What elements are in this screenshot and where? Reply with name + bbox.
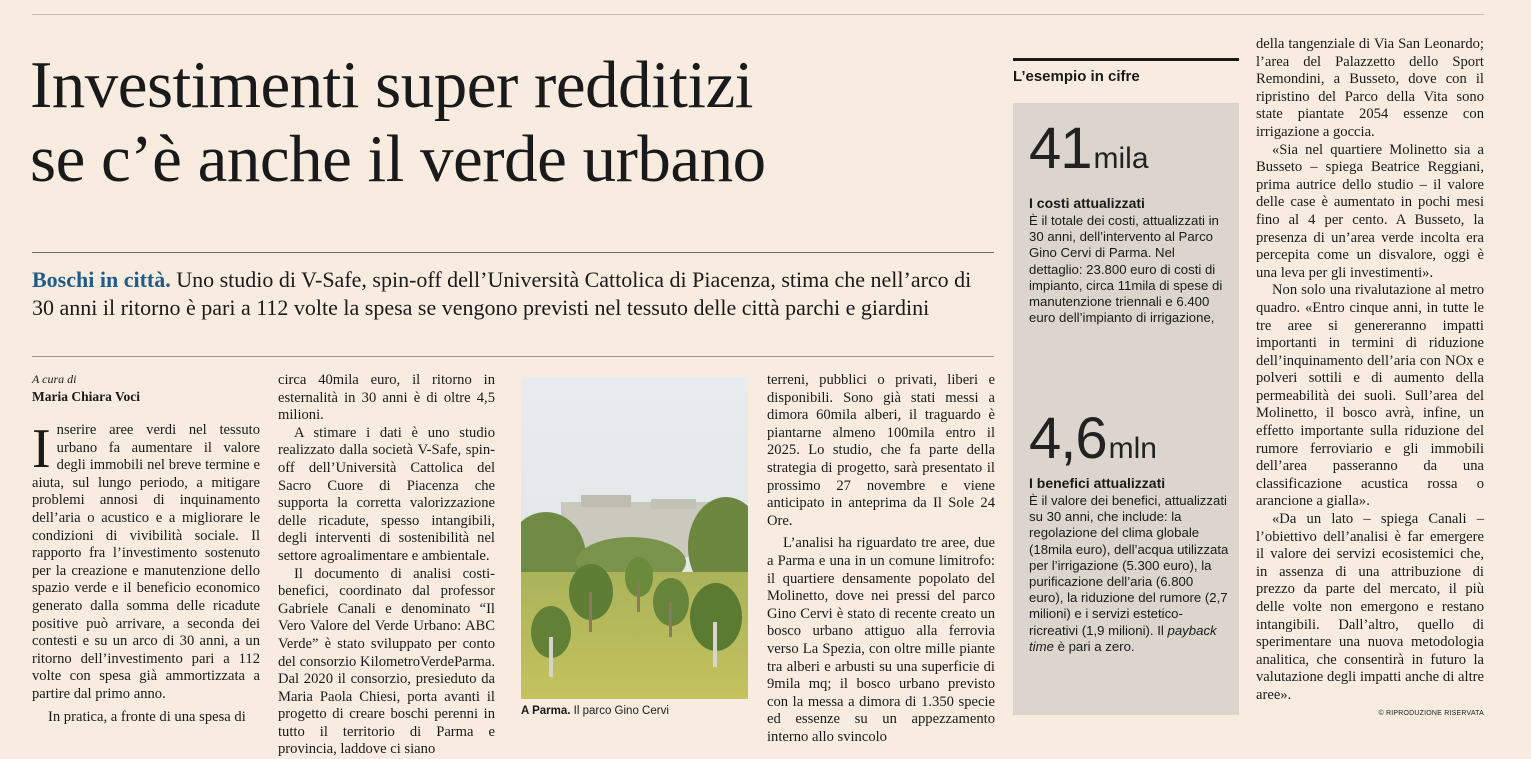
figure-2 bbox=[1029, 405, 1157, 472]
photo-caption bbox=[521, 705, 761, 717]
figure-2-text-main: È il valore dei benefici, attualizzati su 30 anni, che include: la regolazione del clima globale (18mila euro), dell’acqua utilizzata per l’irrigazione (5.300 euro), la purificazione dell’aria (6.800 euro), la riduzione del rumore (2,7 milioni) e i servizi estetico-ricreativi (1,9 milioni). Il bbox=[1029, 493, 1229, 638]
figure-2-heading: I benefici attualizzati bbox=[1029, 475, 1166, 491]
copyright-notice: © RIPRODUZIONE RISERVATA bbox=[1378, 710, 1484, 717]
byline bbox=[32, 372, 262, 404]
paragraph: «Da un lato – spiega Canali – l’obiettivo dell’analisi è far emergere il valore dei servizi ecosistemici che, in assenza di una attribuzione di prezzo da parte del mercato, il più delle volte non emergono e restano intangibili. Dall’altro, quello di sperimentare una nuova metodologia analitica, che consentirà in futuro la valutazione degli impatti anche di altre aree». bbox=[1256, 511, 1484, 703]
figure-2-unit: mln bbox=[1108, 432, 1157, 465]
article-column-2 bbox=[278, 372, 495, 759]
park-photo-illustration bbox=[521, 377, 748, 699]
headline-line-2: se c’è anche il verde urbano bbox=[30, 122, 766, 196]
figure-1-unit: mila bbox=[1093, 142, 1149, 175]
paragraph: L’analisi ha riguardato tre aree, due a Parma e una in un comune limitrofo: il quartiere densamente popolato del Molinetto, dove nei pressi del parco Gino Cervi è stato di recente creato un bosco urbano attiguo alla ferrovia verso La Spezia, con oltre mille piante tra alberi e arbusti su una superficie di 9mila mq; il bosco urbano previsto con la messa a dimora di 1.350 specie ed essenze su un appezzamento interno allo svincolo bbox=[767, 535, 995, 745]
article-column-1 bbox=[32, 418, 260, 726]
caption-text: Il parco Gino Cervi bbox=[573, 705, 669, 717]
deck-kicker: Boschi in città. bbox=[32, 267, 171, 292]
figure-1-number: 41 bbox=[1029, 116, 1092, 181]
headline bbox=[30, 48, 990, 196]
park-photo bbox=[521, 377, 748, 699]
paragraph-text: nserire aree verdi nel tessuto urbano fa aumentare il valore degli immobili nel breve termine e aiuta, sul lungo periodo, a mitigare problemi annosi di inquinamento dell’aria o acustico e a migliorare le condizioni di vivibilità sociale. Il rapporto fra l’investimento sostenuto per la creazione e manutenzione dello spazio verde e il beneficio economico generato dalla somma delle ricadute positive può arrivare, a seconda dei contesti e su un arco di 30 anni, a un ritorno dell’investimento pari a 112 volte con spesa già ammortizzata a partire dal primo anno. bbox=[32, 422, 260, 702]
paragraph: A stimare i dati è uno studio realizzato dalla società V-Safe, spin-off dell’Università Cattolica del Sacro Cuore di Piacenza che supporta la corretta valorizzazione delle ricadute, spesso intangibili, degli interventi di sostenibilità nel settore agroalimentare e ambientale. bbox=[278, 424, 495, 564]
figure-1-text: È il totale dei costi, attualizzati in 30 anni, dell’intervento al Parco Gino Cervi di Parma. Nel dettaglio: 23.800 euro di costi di impianto, circa 11mila di spese di manutenzione triennali e 6.400 euro dell’impianto di irrigazione, bbox=[1029, 213, 1223, 326]
headline-line-1: Investimenti super redditizi bbox=[30, 48, 753, 122]
figure-2-number: 4,6 bbox=[1029, 406, 1107, 471]
figure-2-text-italic: payback time bbox=[1029, 622, 1217, 654]
paragraph: Il documento di analisi costi-benefici, coordinato dal professor Gabriele Canali e denominato “Il Vero Valore del Verde Urbano: ABC Verde” è stato sviluppato per conto del consorzio KilometroVerdeParma. Dal 2020 il consorzio, presieduto da Maria Paola Chiesi, porta avanti il progetto di creare boschi perenni in tutto il territorio di Parma e provincia, laddove ci siano bbox=[278, 565, 495, 758]
caption-bold: A Parma. bbox=[521, 705, 571, 717]
byline-author: Maria Chiara Voci bbox=[32, 389, 140, 404]
byline-label: A cura di bbox=[32, 372, 77, 386]
sidebar-top-rule bbox=[1013, 58, 1239, 61]
sidebar-title: L’esempio in cifre bbox=[1013, 68, 1140, 85]
figure-2-text-end: è pari a zero. bbox=[1057, 638, 1135, 654]
figure-2-text bbox=[1029, 493, 1229, 655]
deck-text: Uno studio di V-Safe, spin-off dell’Università Cattolica di Piacenza, stima che nell’arco di 30 anni il ritorno è pari a 112 volte la spesa se vengono previsti nel tessuto delle città parchi e giardini bbox=[32, 267, 972, 320]
drop-cap: I bbox=[32, 418, 51, 480]
headline-rule bbox=[32, 252, 994, 253]
paragraph: In pratica, a fronte di una spesa di bbox=[48, 708, 246, 725]
deck bbox=[32, 266, 992, 322]
figure-1-heading: I costi attualizzati bbox=[1029, 195, 1145, 211]
article-column-5 bbox=[1256, 36, 1484, 705]
paragraph: «Sia nel quartiere Molinetto sia a Busseto – spiega Beatrice Reggiani, prima autrice dello studio – il valore delle case è aumentato in pochi mesi fino al 4 per cento. A Busseto, la presenza di un’area verde incolta era percepita come un disvalore, oggi è una leva per gli investimenti». bbox=[1256, 141, 1484, 281]
paragraph: circa 40mila euro, il ritorno in esternalità in 30 anni è di oltre 4,5 milioni. bbox=[278, 372, 495, 424]
paragraph: terreni, pubblici o privati, liberi e disponibili. Sono già stati messi a dimora 60mila alberi, il traguardo è piantarne almeno 100mila entro il 2025. Lo studio, che fa parte della strategia di progetto, sarà presentato il prossimo 27 novembre e viene anticipato in anteprima da Il Sole 24 Ore. bbox=[767, 372, 995, 529]
deck-rule bbox=[32, 356, 994, 357]
figures-sidebar bbox=[1013, 103, 1239, 715]
figure-1 bbox=[1029, 115, 1149, 182]
top-rule bbox=[32, 14, 1484, 15]
paragraph: Non solo una rivalutazione al metro quadro. «Entro cinque anni, in tutte le tre aree si genereranno impatti importanti in termini di riduzione dell’inquinamento dell’aria con NOx e polveri sottili e di aumento della permeabilità dei suoli. Sull’area del Molinetto, il bosco avrà, infine, un effetto importante sulla riduzione del rumore ferroviario e gli immobili dell’area passeranno da una classificazione acustica rossa o arancione a gialla». bbox=[1256, 282, 1484, 510]
article-column-3 bbox=[767, 372, 995, 746]
paragraph bbox=[32, 418, 260, 704]
paragraph: della tangenziale di Via San Leonardo; l’area del Palazzetto dello Sport Remondini, a Busseto, dove con il ripristino del Parco della Vita sono state piantate 2054 essenze con irrigazione a goccia. bbox=[1256, 36, 1484, 140]
